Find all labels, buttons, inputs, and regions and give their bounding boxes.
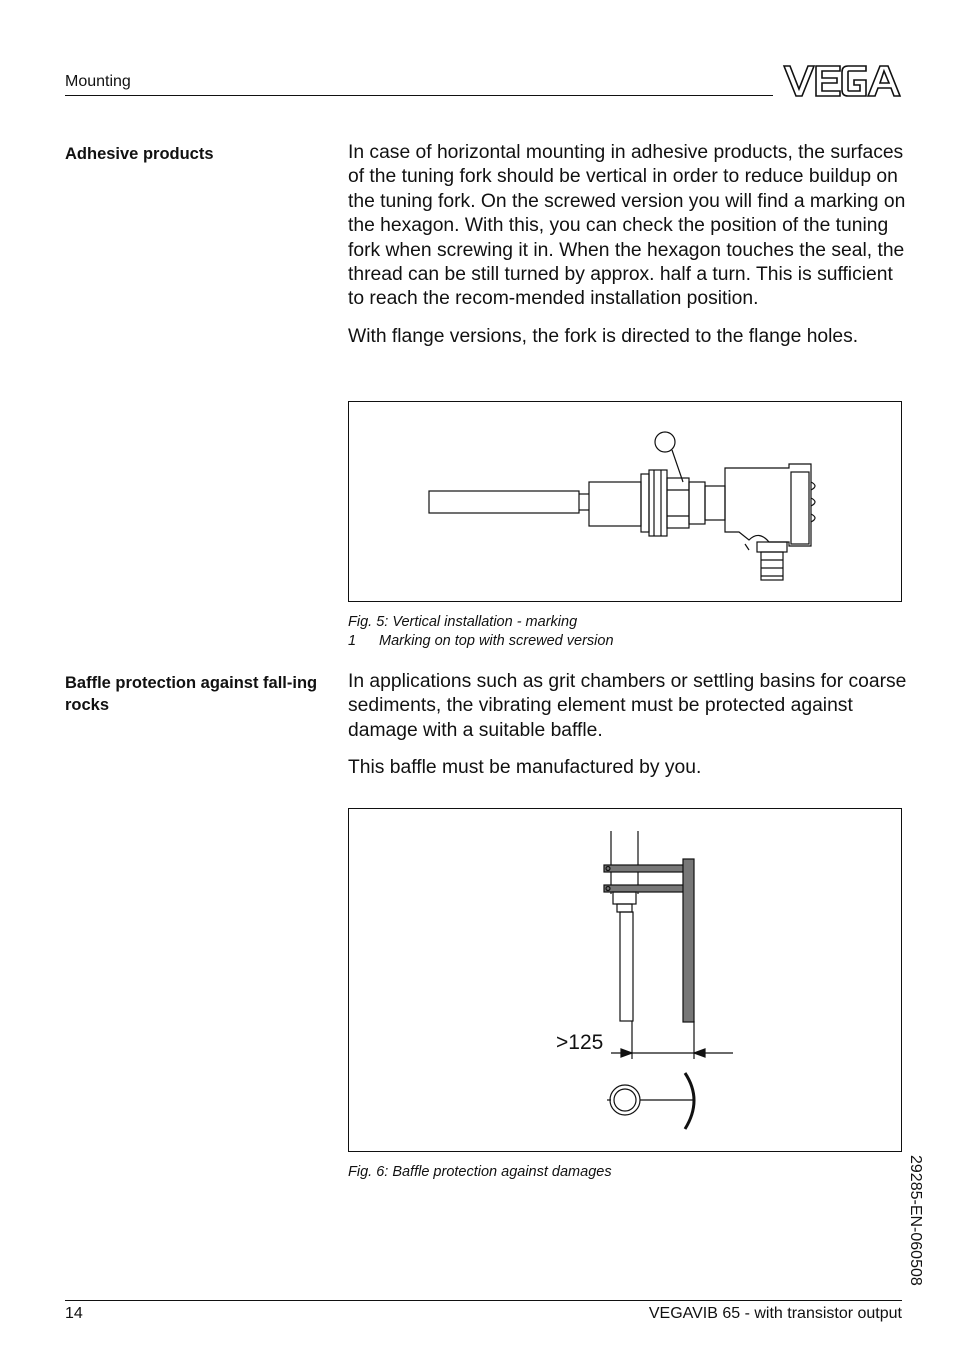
legend-text: Marking on top with screwed version — [379, 633, 614, 649]
section-body-baffle — [348, 670, 908, 781]
header-title: Mounting — [65, 73, 131, 90]
figure-5 — [348, 401, 902, 602]
section-heading-baffle: Baffle protection against fall-ing rocks — [65, 674, 318, 714]
sensor-horizontal-drawing — [349, 402, 901, 601]
figure-5-caption: Fig. 5: Vertical installation - marking — [348, 614, 578, 630]
baffle-drawing — [349, 809, 901, 1151]
paragraph: In case of horizontal mounting in adhesive products, the surfaces of the tuning fork should be vertical in order to reduce buildup on the tuning fork. On the screwed version you will find a marking on the hexagon. With this, you can check the position of the tuning fork when screwing it in. When the hexagon touches the seal, the thread can be still turned by approx. half a turn. This is sufficient to reach the recom-mended installation position. — [348, 142, 906, 310]
section-body-adhesive — [348, 141, 908, 349]
document-number: 29285-EN-060508 — [907, 1155, 924, 1286]
section-heading-adhesive: Adhesive products — [65, 145, 214, 163]
paragraph: With flange versions, the fork is directed to the flange holes. — [348, 325, 859, 347]
footer-product: VEGAVIB 65 - with transistor output — [648, 1305, 902, 1322]
paragraph: In applications such as grit chambers or settling basins for coarse sediments, the vibrating element must be protected against damage with a suitable baffle. — [348, 671, 907, 741]
header-divider — [65, 95, 773, 96]
footer-divider — [65, 1300, 902, 1301]
figure-6-caption: Fig. 6: Baffle protection against damages — [348, 1164, 612, 1180]
vega-logo — [782, 63, 902, 99]
figure-6 — [348, 808, 902, 1152]
legend-number: 1 — [348, 633, 357, 649]
paragraph: This baffle must be manufactured by you. — [348, 757, 702, 779]
page-number: 14 — [65, 1305, 83, 1322]
dimension-label: >125 — [556, 1031, 604, 1054]
figure-5-legend — [348, 632, 614, 651]
